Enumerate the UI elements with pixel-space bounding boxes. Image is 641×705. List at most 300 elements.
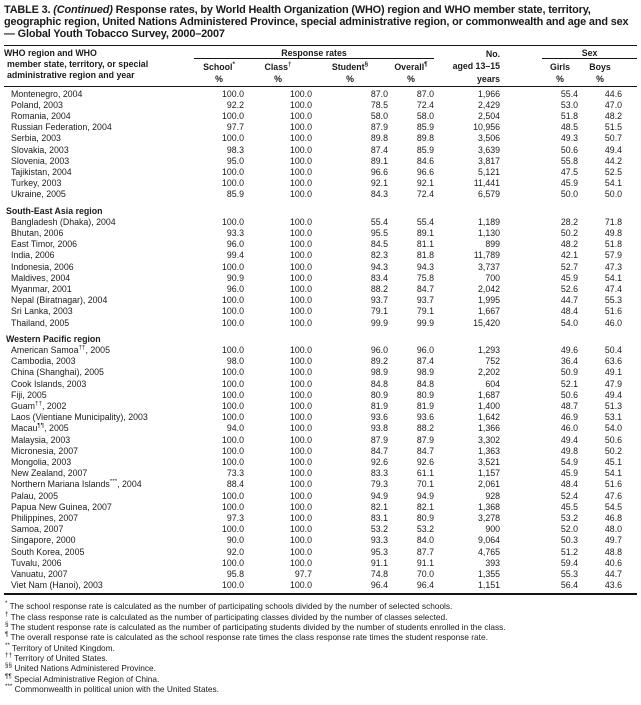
- spacer-cell: [502, 423, 542, 434]
- cell-school: 100.0: [221, 110, 244, 121]
- row-label: Northern Mariana Islands***, 2004: [11, 479, 142, 490]
- row-label: Malaysia, 2003: [11, 434, 71, 445]
- spacer-cell: [502, 262, 542, 273]
- cell-student: 84.5: [370, 239, 388, 250]
- column-header-boys: Boys %: [589, 61, 611, 84]
- cell-school: 100.0: [221, 367, 244, 378]
- cell-girls: 49.6: [560, 344, 579, 355]
- row-label: Indonesia, 2006: [11, 261, 74, 272]
- cell-n: 1,642: [478, 412, 501, 423]
- cell-girls: 48.4: [560, 306, 579, 317]
- table-row: [4, 345, 637, 356]
- cell-student: 84.3: [370, 189, 388, 200]
- cell-girls: 48.7: [560, 400, 579, 411]
- row-label: Thailand, 2005: [11, 317, 70, 328]
- spacer-cell: [502, 580, 542, 594]
- cell-boys: 47.9: [604, 378, 623, 389]
- cell-boys: 54.1: [604, 468, 623, 479]
- cell-n: 1,366: [478, 423, 501, 434]
- column-header-school: School* %: [203, 61, 235, 84]
- cell-n: 3,278: [478, 513, 501, 524]
- cell-boys: 50.0: [604, 189, 623, 200]
- cell-n: 928: [485, 490, 501, 501]
- row-label: Macau¶¶, 2005: [11, 423, 69, 434]
- cell-student: 81.9: [370, 400, 388, 411]
- row-label: Montenegro, 2004: [11, 88, 83, 99]
- cell-boys: 50.7: [604, 133, 623, 144]
- cell-class: 100.0: [289, 133, 312, 144]
- cell-class: 100.0: [289, 306, 312, 317]
- class-footnote-marker: †: [287, 61, 292, 69]
- row-label: Samoa, 2007: [11, 524, 64, 535]
- footnote-symbol: §: [5, 621, 9, 629]
- cell-boys: 44.6: [604, 88, 623, 99]
- cell-girls: 52.4: [560, 490, 579, 501]
- row-label: Papua New Guinea, 2007: [11, 501, 112, 512]
- cell-boys: 54.0: [604, 423, 623, 434]
- table-row: [4, 401, 637, 412]
- cell-n: 3,817: [478, 155, 501, 166]
- cell-n: 1,293: [478, 344, 501, 355]
- cell-student: 89.1: [370, 155, 388, 166]
- spacer-cell: [502, 228, 542, 239]
- spacer-cell: [502, 502, 542, 513]
- column-header-girls: Girls %: [550, 61, 571, 84]
- cell-overall: 92.1: [416, 178, 435, 189]
- spacer-cell: [502, 100, 542, 111]
- spacer-cell: [502, 167, 542, 178]
- spacer-cell: [502, 250, 542, 261]
- cell-girls: 52.7: [560, 261, 579, 272]
- row-label: Bangladesh (Dhaka), 2004: [11, 216, 116, 227]
- spacer-cell: [502, 390, 542, 401]
- table-row: [4, 273, 637, 284]
- cell-student: 99.9: [370, 317, 388, 328]
- cell-girls: 52.1: [560, 378, 579, 389]
- cell-girls: 50.3: [560, 535, 579, 546]
- cell-student: 78.5: [370, 99, 388, 110]
- cell-girls: 49.4: [560, 434, 579, 445]
- row-label: Nepal (Biratnagar), 2004: [11, 295, 108, 306]
- table-title-text: Response rates, by World Health Organization (WHO) region and WHO member state, territory, geographic region, United Nations Administered Province, special administrative region, or commonwealth and age and sex — Global Youth Tobacco Survey, 2000–2007: [4, 4, 629, 40]
- table-row: [4, 502, 637, 513]
- cell-boys: 40.6: [604, 557, 623, 568]
- cell-student: 82.3: [370, 250, 388, 261]
- table-row: [4, 390, 637, 401]
- cell-girls: 45.9: [560, 468, 579, 479]
- spacer-cell: [502, 558, 542, 569]
- cell-n: 1,157: [478, 468, 501, 479]
- table-row: [4, 318, 637, 329]
- footnote-symbol: ***: [5, 683, 13, 691]
- cell-class: 100.0: [289, 261, 312, 272]
- cell-girls: 54.0: [560, 317, 579, 328]
- cell-girls: 50.9: [560, 367, 579, 378]
- cell-girls: 36.4: [560, 356, 579, 367]
- row-label: Mongolia, 2003: [11, 457, 72, 467]
- cell-n: 3,521: [478, 457, 501, 467]
- row-label: Micronesia, 2007: [11, 445, 78, 456]
- cell-girls: 42.1: [560, 250, 579, 261]
- row-label: Ukraine, 2005: [11, 189, 66, 200]
- student-footnote-marker: §: [364, 61, 369, 69]
- response-rates-table: [4, 45, 637, 596]
- cell-school: 100.0: [221, 295, 244, 306]
- cell-student: 79.3: [370, 479, 388, 490]
- cell-overall: 93.6: [416, 412, 435, 423]
- table-row: [4, 122, 637, 133]
- cell-boys: 48.8: [604, 546, 623, 557]
- cell-overall: 55.4: [416, 216, 435, 227]
- row-label: Maldives, 2004: [11, 272, 71, 283]
- table-row: [4, 167, 637, 178]
- footnote: § The student response rate is calculated as the number of participating students divided by the number of students enrolled in the class.: [5, 621, 506, 633]
- number-line-2: aged 13–15: [452, 61, 501, 72]
- cell-boys: 51.6: [604, 306, 623, 317]
- cell-n: 900: [485, 524, 501, 535]
- cell-student: 96.6: [370, 166, 388, 177]
- cell-boys: 47.6: [604, 490, 623, 501]
- spacer-cell: [502, 524, 542, 535]
- region-label: Western Pacific region: [6, 333, 101, 344]
- cell-school: 85.9: [226, 189, 244, 200]
- cell-girls: 49.8: [560, 445, 579, 456]
- cell-student: 96.4: [370, 580, 388, 591]
- cell-girls: 50.2: [560, 227, 579, 238]
- cell-class: 100.0: [289, 378, 312, 389]
- cell-girls: 55.4: [560, 88, 579, 99]
- footnote: §§ United Nations Administered Province.: [5, 662, 156, 674]
- table-row: [4, 468, 637, 479]
- cell-school: 100.0: [221, 557, 244, 568]
- row-label: China (Shanghai), 2005: [11, 367, 104, 378]
- cell-student: 93.8: [370, 423, 388, 434]
- cell-school: 97.7: [226, 122, 244, 133]
- cell-overall: 87.0: [416, 88, 435, 99]
- table-header: [4, 45, 637, 86]
- cell-class: 100.0: [289, 283, 312, 294]
- cell-school: 100.0: [221, 457, 244, 467]
- cell-overall: 81.8: [416, 250, 435, 261]
- cell-boys: 47.3: [604, 261, 623, 272]
- cell-student: 53.2: [370, 524, 388, 535]
- cell-school: 100.0: [221, 166, 244, 177]
- footnote: † The class response rate is calculated as the number of participating classes divided by the number of classes selected.: [5, 610, 448, 622]
- cell-n: 2,202: [478, 367, 501, 378]
- cell-boys: 54.5: [604, 501, 623, 512]
- row-label: Myanmar, 2001: [11, 283, 72, 294]
- footnote-symbol: **: [5, 641, 10, 649]
- cell-boys: 49.8: [604, 227, 623, 238]
- table-row: [4, 446, 637, 457]
- footnote-symbol: ¶: [5, 631, 9, 639]
- table-row: [4, 547, 637, 558]
- spacer-cell: [502, 457, 542, 468]
- cell-school: 100.0: [221, 216, 244, 227]
- footnote-symbol: ††: [5, 652, 13, 660]
- spacer-cell: [502, 513, 542, 524]
- row-footnote-marker: ¶¶: [37, 423, 45, 430]
- cell-overall: 84.8: [416, 378, 435, 389]
- cell-overall: 72.4: [416, 189, 435, 200]
- cell-n: 393: [485, 557, 501, 568]
- cell-overall: 53.2: [416, 524, 435, 535]
- cell-school: 94.0: [226, 423, 244, 434]
- cell-class: 100.0: [289, 166, 312, 177]
- cell-overall: 94.3: [416, 261, 435, 272]
- cell-student: 96.0: [370, 344, 388, 355]
- cell-boys: 50.6: [604, 434, 623, 445]
- cell-n: 2,504: [478, 110, 501, 121]
- column-header-number: [434, 45, 502, 86]
- cell-overall: 87.4: [416, 356, 435, 367]
- row-label: Viet Nam (Hanoi), 2003: [11, 580, 103, 591]
- cell-n: 752: [485, 356, 501, 367]
- table-row: [4, 86, 637, 100]
- spacer-cell: [502, 379, 542, 390]
- cell-class: 100.0: [289, 479, 312, 490]
- cell-n: 2,042: [478, 283, 501, 294]
- cell-school: 100.0: [221, 501, 244, 512]
- cell-girls: 52.6: [560, 283, 579, 294]
- number-line-1: No.: [485, 48, 501, 59]
- cell-overall: 70.0: [416, 569, 435, 580]
- cell-student: 95.5: [370, 227, 388, 238]
- cell-class: 100.0: [289, 468, 312, 479]
- cell-student: 84.7: [370, 445, 388, 456]
- region-header-row: [4, 329, 637, 345]
- cell-school: 73.3: [226, 468, 244, 479]
- table-row: [4, 479, 637, 490]
- spacer-cell: [502, 569, 542, 580]
- table-row: [4, 217, 637, 228]
- cell-boys: 49.1: [604, 367, 623, 378]
- cell-overall: 58.0: [416, 110, 435, 121]
- cell-girls: 56.4: [560, 580, 579, 591]
- spacer-cell: [502, 189, 542, 200]
- cell-class: 100.0: [289, 110, 312, 121]
- row-label: Singapore, 2000: [11, 535, 76, 546]
- cell-girls: 50.6: [560, 389, 579, 400]
- cell-n: 1,400: [478, 400, 501, 411]
- cell-class: 100.0: [289, 227, 312, 238]
- cell-boys: 48.0: [604, 524, 623, 535]
- cell-girls: 44.7: [560, 295, 579, 306]
- cell-school: 93.3: [226, 227, 244, 238]
- cell-boys: 50.4: [604, 344, 623, 355]
- cell-student: 87.9: [370, 122, 388, 133]
- cell-girls: 55.8: [560, 155, 579, 166]
- cell-boys: 53.1: [604, 412, 623, 423]
- row-label: Slovenia, 2003: [11, 155, 70, 166]
- spacer-cell: [502, 239, 542, 250]
- cell-boys: 54.1: [604, 272, 623, 283]
- cell-school: 96.0: [226, 239, 244, 250]
- cell-overall: 92.6: [416, 457, 435, 467]
- cell-overall: 82.1: [416, 501, 435, 512]
- cell-girls: 55.3: [560, 569, 579, 580]
- row-label: India, 2006: [11, 250, 55, 261]
- row-label: Tuvalu, 2006: [11, 557, 62, 568]
- region-label: South-East Asia region: [6, 205, 103, 216]
- row-label: Palau, 2005: [11, 490, 58, 501]
- spacer-cell: [502, 178, 542, 189]
- cell-class: 100.0: [289, 155, 312, 166]
- cell-school: 100.0: [221, 306, 244, 317]
- stub-line-1: WHO region and WHO: [4, 47, 97, 58]
- footnote: ¶¶ Special Administrative Region of China.: [5, 672, 160, 684]
- cell-girls: 45.5: [560, 501, 579, 512]
- spacer-cell: [502, 217, 542, 228]
- cell-class: 100.0: [289, 434, 312, 445]
- cell-overall: 96.4: [416, 580, 435, 591]
- cell-overall: 81.1: [416, 239, 435, 250]
- cell-boys: 63.6: [604, 356, 623, 367]
- cell-class: 100.0: [289, 423, 312, 434]
- cell-n: 1,189: [478, 216, 501, 227]
- cell-n: 15,420: [473, 317, 501, 328]
- cell-class: 100.0: [289, 513, 312, 524]
- cell-student: 92.6: [370, 457, 388, 467]
- spacer-cell: [502, 86, 542, 100]
- table-row: [4, 133, 637, 144]
- cell-class: 100.0: [289, 122, 312, 133]
- cell-n: 1,995: [478, 295, 501, 306]
- cell-student: 55.4: [370, 216, 388, 227]
- cell-n: 2,429: [478, 99, 501, 110]
- cell-girls: 48.4: [560, 479, 579, 490]
- cell-school: 98.3: [226, 144, 244, 155]
- cell-girls: 49.3: [560, 133, 579, 144]
- cell-school: 100.0: [221, 261, 244, 272]
- cell-n: 6,579: [478, 189, 501, 200]
- cell-boys: 44.2: [604, 155, 623, 166]
- cell-class: 100.0: [289, 557, 312, 568]
- cell-boys: 50.2: [604, 445, 623, 456]
- cell-boys: 46.0: [604, 317, 623, 328]
- footnote-symbol: ¶¶: [5, 672, 12, 680]
- cell-student: 95.3: [370, 546, 388, 557]
- table-row: [4, 228, 637, 239]
- cell-school: 100.0: [221, 317, 244, 328]
- cell-class: 100.0: [289, 239, 312, 250]
- table-body: [4, 86, 637, 594]
- spacer-cell: [502, 356, 542, 367]
- cell-school: 100.0: [221, 133, 244, 144]
- row-footnote-marker: ††: [78, 344, 86, 352]
- cell-school: 96.0: [226, 283, 244, 294]
- spacer-cell: [502, 156, 542, 167]
- cell-overall: 94.9: [416, 490, 435, 501]
- spacer-cell: [502, 535, 542, 546]
- row-label: Laos (Vientiane Municipality), 2003: [11, 412, 148, 423]
- spacer-cell: [502, 412, 542, 423]
- row-label: Serbia, 2003: [11, 133, 61, 144]
- spacer-cell: [502, 295, 542, 306]
- cell-student: 58.0: [370, 110, 388, 121]
- table-row: [4, 284, 637, 295]
- spacer-cell: [502, 122, 542, 133]
- cell-school: 100.0: [221, 490, 244, 501]
- table-row: [4, 262, 637, 273]
- cell-student: 83.4: [370, 272, 388, 283]
- cell-girls: 53.2: [560, 513, 579, 524]
- row-label: Cambodia, 2003: [11, 356, 76, 367]
- row-label: American Samoa††, 2005: [11, 344, 110, 355]
- table-row: [4, 111, 637, 122]
- cell-class: 100.0: [289, 389, 312, 400]
- column-header-region-stub: [4, 45, 194, 86]
- cell-class: 100.0: [289, 250, 312, 261]
- cell-student: 94.3: [370, 261, 388, 272]
- row-label: Tajikistan, 2004: [11, 166, 72, 177]
- table-row: [4, 435, 637, 446]
- cell-school: 92.2: [226, 99, 244, 110]
- cell-student: 93.6: [370, 412, 388, 423]
- cell-n: 3,506: [478, 133, 501, 144]
- cell-school: 90.0: [226, 535, 244, 546]
- cell-n: 5,121: [478, 166, 501, 177]
- cell-student: 88.2: [370, 283, 388, 294]
- cell-overall: 96.6: [416, 166, 435, 177]
- spacer-cell: [502, 306, 542, 317]
- region-header-row: [4, 201, 637, 217]
- table-row: [4, 156, 637, 167]
- row-label: Guam††, 2002: [11, 400, 67, 411]
- row-label: Bhutan, 2006: [11, 227, 64, 238]
- spacer-cell: [502, 401, 542, 412]
- number-line-3: years: [477, 73, 501, 84]
- row-footnote-marker: ††: [34, 400, 42, 408]
- cell-n: 700: [485, 272, 501, 283]
- spacer-cell: [502, 145, 542, 156]
- cell-boys: 45.1: [604, 457, 623, 467]
- spacer-cell: [502, 367, 542, 378]
- cell-girls: 45.9: [560, 178, 579, 189]
- cell-girls: 47.5: [560, 166, 579, 177]
- cell-class: 100.0: [289, 412, 312, 423]
- cell-class: 100.0: [289, 501, 312, 512]
- cell-school: 100.0: [221, 580, 244, 591]
- cell-overall: 98.9: [416, 367, 435, 378]
- cell-girls: 28.2: [560, 216, 579, 227]
- cell-girls: 54.9: [560, 457, 579, 467]
- cell-n: 9,064: [478, 535, 501, 546]
- sex-group-label: Sex: [581, 47, 598, 58]
- cell-school: 100.0: [221, 389, 244, 400]
- cell-n: 3,737: [478, 261, 501, 272]
- cell-boys: 54.1: [604, 178, 623, 189]
- cell-student: 93.3: [370, 535, 388, 546]
- cell-overall: 87.9: [416, 434, 435, 445]
- cell-girls: 46.0: [560, 423, 579, 434]
- cell-class: 100.0: [289, 295, 312, 306]
- spacer-cell: [502, 435, 542, 446]
- cell-overall: 87.7: [416, 546, 435, 557]
- cell-girls: 48.2: [560, 239, 579, 250]
- cell-girls: 50.6: [560, 144, 579, 155]
- table-row: [4, 423, 637, 434]
- table-row: [4, 250, 637, 261]
- cell-boys: 49.7: [604, 535, 623, 546]
- cell-student: 74.8: [370, 569, 388, 580]
- footnote: ** Territory of United Kingdom.: [5, 641, 115, 653]
- cell-boys: 44.7: [604, 569, 623, 580]
- cell-n: 4,765: [478, 546, 501, 557]
- cell-class: 100.0: [289, 317, 312, 328]
- cell-overall: 80.9: [416, 513, 435, 524]
- cell-class: 100.0: [289, 178, 312, 189]
